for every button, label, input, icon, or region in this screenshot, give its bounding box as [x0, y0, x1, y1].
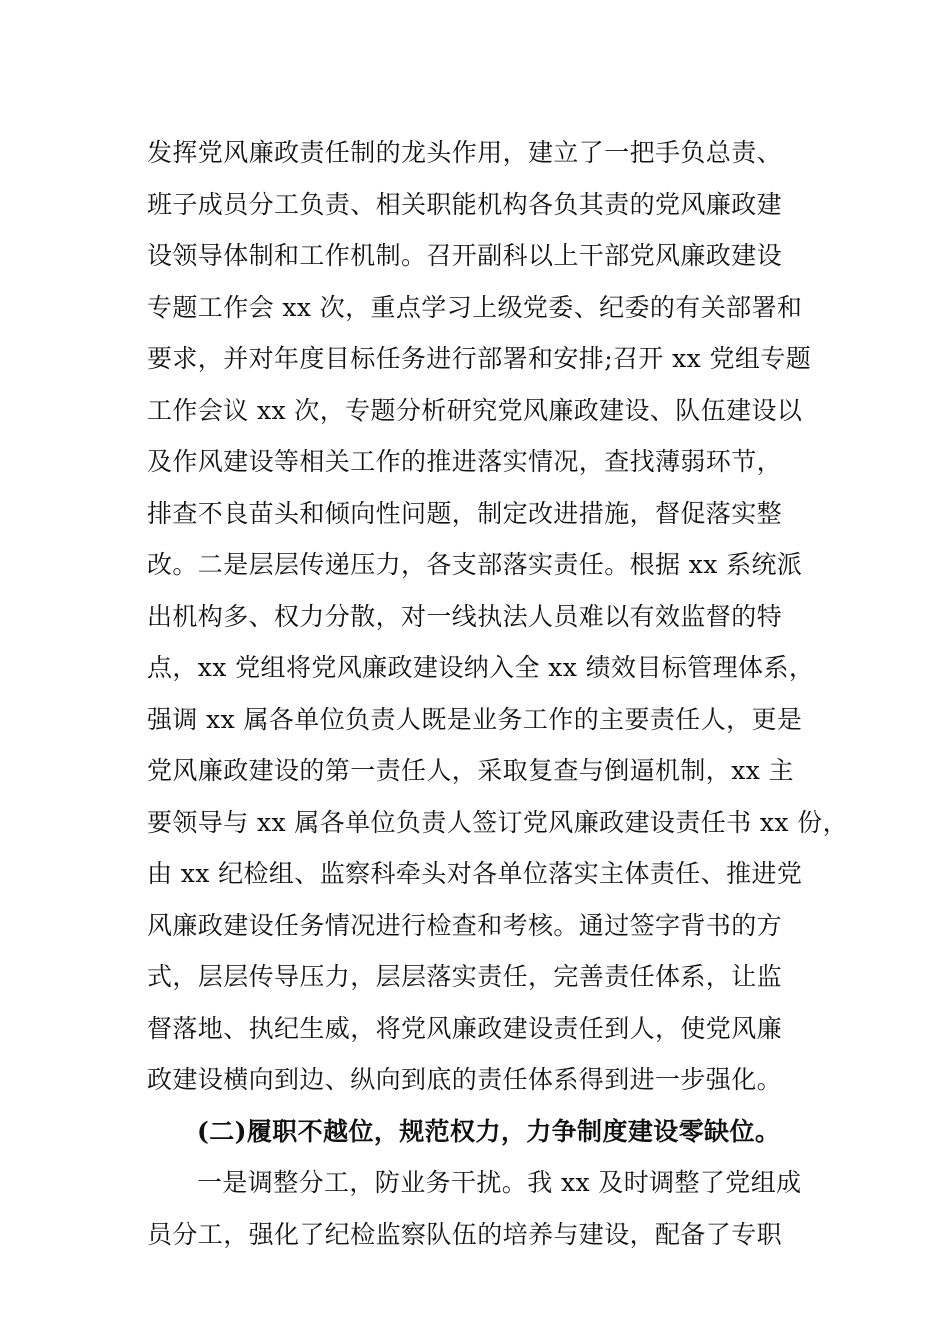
body-line: 发挥党风廉政责任制的龙头作用，建立了一把手负总责、: [147, 138, 783, 167]
paragraph-line: 员分工，强化了纪检监察队伍的培养与建设，配备了专职: [147, 1219, 783, 1249]
body-line: 党风廉政建设的第一责任人，采取复查与倒逼机制，xx 主: [147, 756, 794, 785]
body-line: 风廉政建设任务情况进行检查和考核。通过签字背书的方: [147, 910, 783, 940]
body-line: 督落地、执纪生威，将党风廉政建设责任到人，使党风廉: [147, 1013, 783, 1043]
body-line: 政建设横向到边、纵向到底的责任体系得到进一步强化。: [147, 1065, 783, 1094]
body-line: 及作风建设等相关工作的推进落实情况，查找薄弱环节，: [147, 447, 783, 476]
body-line: 要领导与 xx 属各单位负责人签订党风廉政建设责任书 xx 份，: [147, 807, 848, 837]
body-line: 出机构多、权力分散，对一线执法人员难以有效监督的特: [147, 601, 783, 631]
body-line: 班子成员分工负责、相关职能机构各负其责的党风廉政建: [147, 189, 783, 219]
body-line: 点，xx 党组将党风廉政建设纳入全 xx 绩效目标管理体系，: [147, 653, 815, 682]
body-line: 设领导体制和工作机制。召开副科以上干部党风廉政建设: [147, 241, 783, 270]
body-line: 排查不良苗头和倾向性问题，制定改进措施，督促落实整: [147, 498, 783, 528]
body-line: 专题工作会 xx 次，重点学习上级党委、纪委的有关部署和: [147, 292, 803, 322]
body-line: 由 xx 纪检组、监察科牵头对各单位落实主体责任、推进党: [147, 859, 803, 888]
body-line: 要求，并对年度目标任务进行部署和安排;召开 xx 党组专题: [147, 344, 812, 373]
section-heading: (二)履职不越位，规范权力，力争制度建设零缺位。: [197, 1116, 781, 1146]
body-line: 工作会议 xx 次，专题分析研究党风廉政建设、队伍建设以: [147, 395, 803, 425]
paragraph-line: 一是调整分工，防业务干扰。我 xx 及时调整了党组成: [197, 1168, 802, 1197]
document-body: [147, 127, 848, 1260]
body-line: 改。二是层层传递压力，各支部落实责任。根据 xx 系统派: [147, 550, 803, 579]
body-line: 式，层层传导压力，层层落实责任，完善责任体系，让监: [147, 962, 783, 991]
body-line: 强调 xx 属各单位负责人既是业务工作的主要责任人，更是: [147, 704, 803, 734]
